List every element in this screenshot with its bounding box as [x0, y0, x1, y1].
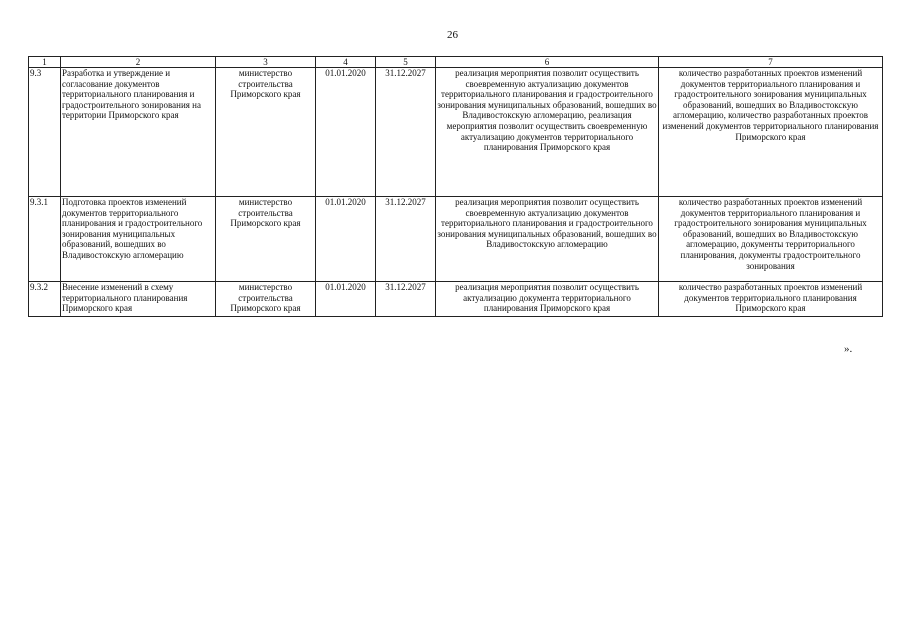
column-header: 6 [436, 57, 659, 68]
measures-table [28, 56, 883, 317]
indicator: количество разработанных проектов изменений документов территориального планирования и градостроительного зонирования муниципальных образований, вошедших во Владивостокскую агломерацию, количество разработанных проектов изменений документов территориального планирования Приморского края [659, 68, 883, 197]
end-date: 31.12.2027 [376, 68, 436, 197]
row-number: 9.3.1 [29, 197, 61, 282]
start-date: 01.01.2020 [316, 68, 376, 197]
measure-name: Подготовка проектов изменений документов территориального планирования и градостроительного зонирования муниципальных образований, вошедших во Владивостокскую агломерацию [61, 197, 216, 282]
closing-quote-mark: ». [844, 343, 853, 355]
column-header: 5 [376, 57, 436, 68]
executor: министерство строительства Приморского края [216, 197, 316, 282]
expected-result: реализация мероприятия позволит осуществить актуализацию документа территориального планирования Приморского края [436, 282, 659, 317]
row-number: 9.3 [29, 68, 61, 197]
start-date: 01.01.2020 [316, 282, 376, 317]
column-header: 2 [61, 57, 216, 68]
table-row [29, 197, 883, 282]
start-date: 01.01.2020 [316, 197, 376, 282]
column-header: 4 [316, 57, 376, 68]
table-row [29, 68, 883, 197]
indicator: количество разработанных проектов изменений документов территориального планирования и градостроительного зонирования муниципальных образований, вошедших во Владивостокскую агломерацию, документы территориального планирования, документы градостроительного зонирования [659, 197, 883, 282]
column-header: 7 [659, 57, 883, 68]
row-number: 9.3.2 [29, 282, 61, 317]
expected-result: реализация мероприятия позволит осуществить своевременную актуализацию документов территориального планирования и градостроительного зонирования муниципальных образований, вошедших во Владивостокскую агломерацию, реализация мероприятия позволит осуществить своевременную актуализацию документов территориального планирования Приморского края [436, 68, 659, 197]
end-date: 31.12.2027 [376, 197, 436, 282]
table-row [29, 282, 883, 317]
column-numbers-row [29, 57, 883, 68]
measure-name: Внесение изменений в схему территориального планирования Приморского края [61, 282, 216, 317]
page-number: 26 [447, 29, 458, 41]
column-header: 3 [216, 57, 316, 68]
expected-result: реализация мероприятия позволит осуществить своевременную актуализацию документов территориального планирования и градостроительного зонирования муниципальных образований, вошедших во Владивостокскую агломерацию [436, 197, 659, 282]
end-date: 31.12.2027 [376, 282, 436, 317]
measure-name: Разработка и утверждение и согласование документов территориального планирования и градостроительного зонирования на территории Приморского края [61, 68, 216, 197]
indicator: количество разработанных проектов изменений документов территориального планирования Приморского края [659, 282, 883, 317]
executor: министерство строительства Приморского края [216, 282, 316, 317]
executor: министерство строительства Приморского края [216, 68, 316, 197]
column-header: 1 [29, 57, 61, 68]
